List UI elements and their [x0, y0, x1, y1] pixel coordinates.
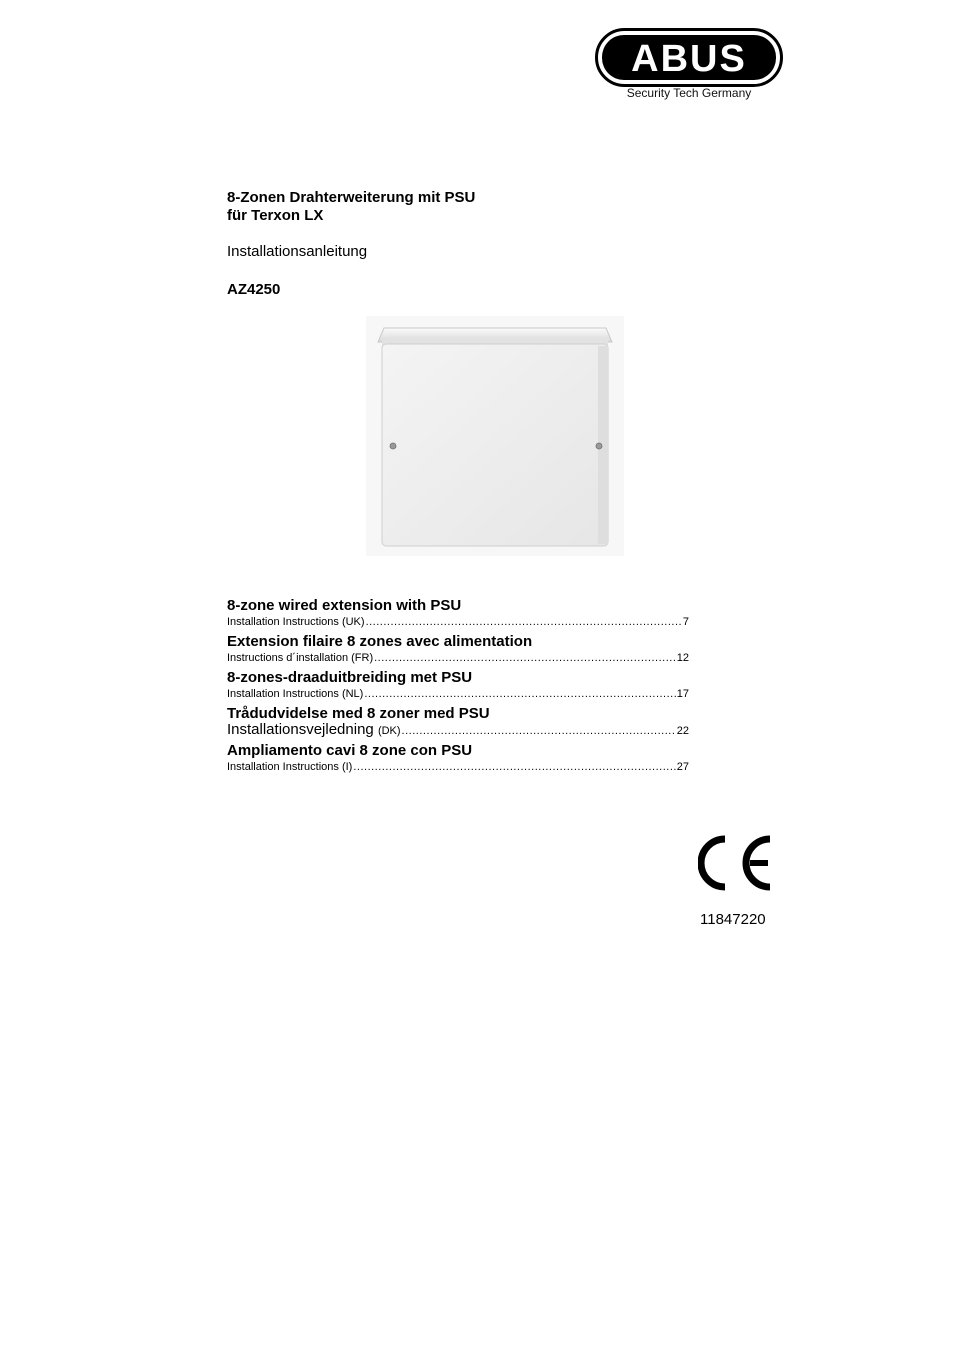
- document-subtitle: Installationsanleitung: [227, 243, 368, 260]
- toc-label: Installation Instructions (I): [227, 761, 353, 773]
- toc-page: 7: [682, 616, 689, 628]
- toc-leader: [402, 724, 676, 738]
- toc-entry-dk[interactable]: [227, 705, 689, 738]
- toc-heading: Trådudvidelse med 8 zoner med PSU: [227, 705, 490, 722]
- toc-leader: [366, 615, 682, 629]
- toc-page: 27: [676, 761, 689, 773]
- toc-entry-it[interactable]: [227, 742, 689, 774]
- toc-heading: 8-zones-draaduitbreiding met PSU: [227, 669, 473, 686]
- toc-heading: 8-zone wired extension with PSU: [227, 597, 462, 614]
- product-image: [366, 316, 624, 556]
- logo-tagline: Security Tech Germany: [626, 86, 752, 100]
- toc-leader: [353, 760, 675, 774]
- toc-label: Instructions d´installation (FR): [227, 652, 374, 664]
- right-screw: [596, 443, 602, 449]
- toc-heading: Extension filaire 8 zones avec alimentation: [227, 633, 533, 650]
- toc-entry-nl[interactable]: [227, 669, 689, 701]
- abus-logo-graphic: [595, 28, 783, 88]
- toc-label: [227, 723, 401, 738]
- toc-page: 17: [676, 688, 689, 700]
- title-line-2: für Terxon LX: [227, 207, 324, 224]
- abus-logo: [595, 28, 783, 102]
- toc-entry-fr[interactable]: [227, 633, 689, 665]
- toc-leader: [364, 687, 675, 701]
- left-screw: [390, 443, 396, 449]
- title-line-1: 8-Zonen Drahterweiterung mit PSU: [227, 189, 476, 206]
- toc-entry-uk[interactable]: [227, 597, 689, 629]
- ce-mark-icon: [698, 835, 774, 891]
- model-number: AZ4250: [227, 281, 281, 298]
- toc-heading: Ampliamento cavi 8 zone con PSU: [227, 742, 473, 759]
- toc-leader: [374, 651, 676, 665]
- toc-page: 22: [676, 725, 689, 737]
- table-of-contents: [227, 597, 689, 778]
- brand-wordmark: ABUS: [631, 38, 747, 80]
- document-title: [227, 189, 475, 225]
- toc-label: Installation Instructions (NL): [227, 688, 364, 700]
- toc-page: 12: [676, 652, 689, 664]
- toc-label-large: Installationsvejledning: [227, 721, 378, 738]
- document-code: 11847220: [700, 911, 766, 928]
- toc-label-small: (DK): [377, 725, 401, 737]
- toc-label: Installation Instructions (UK): [227, 616, 365, 628]
